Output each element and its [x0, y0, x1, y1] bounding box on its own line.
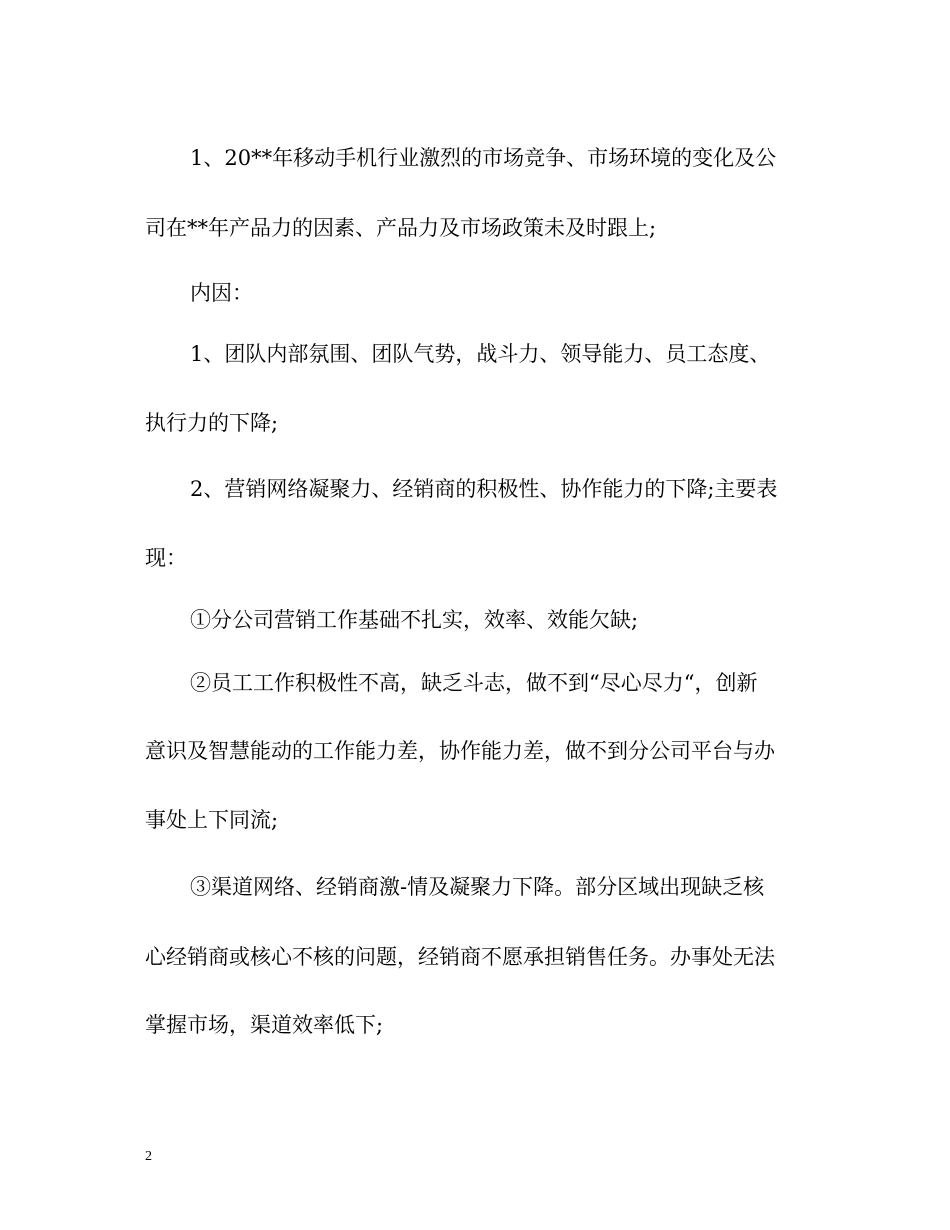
list-item: ①分公司营销工作基础不扎实，效率、效能欠缺;: [190, 608, 639, 632]
list-item: ③渠道网络、经销商激-情及凝聚力下降。部分区域出现缺乏核: [190, 875, 765, 899]
paragraph-line: 2、营销网络凝聚力、经销商的积极性、协作能力的下降;主要表: [190, 477, 778, 501]
paragraph-line: 心经销商或核心不核的问题，经销商不愿承担销售任务。办事处无法: [145, 945, 775, 969]
paragraph-line: 掌握市场，渠道效率低下;: [145, 1013, 384, 1037]
paragraph-line: 意识及智慧能动的工作能力差，协作能力差，做不到分公司平台与办: [145, 739, 775, 763]
section-heading: 内因：: [190, 281, 253, 305]
paragraph-line: 1、团队内部氛围、团队气势，战斗力、领导能力、员工态度、: [190, 342, 771, 366]
paragraph-line: 执行力的下降;: [145, 411, 279, 435]
paragraph-line: 现：: [145, 546, 187, 570]
list-item: ②员工工作积极性不高，缺乏斗志，做不到“尽心尽力“，创新: [190, 671, 758, 695]
paragraph-line: 事处上下同流;: [145, 808, 279, 832]
page-number: 2: [145, 1149, 152, 1164]
paragraph-line: 1、20**年移动手机行业激烈的市场竞争、市场环境的变化及公: [190, 146, 777, 170]
paragraph-line: 司在**年产品力的因素、产品力及市场政策未及时跟上;: [145, 216, 657, 240]
